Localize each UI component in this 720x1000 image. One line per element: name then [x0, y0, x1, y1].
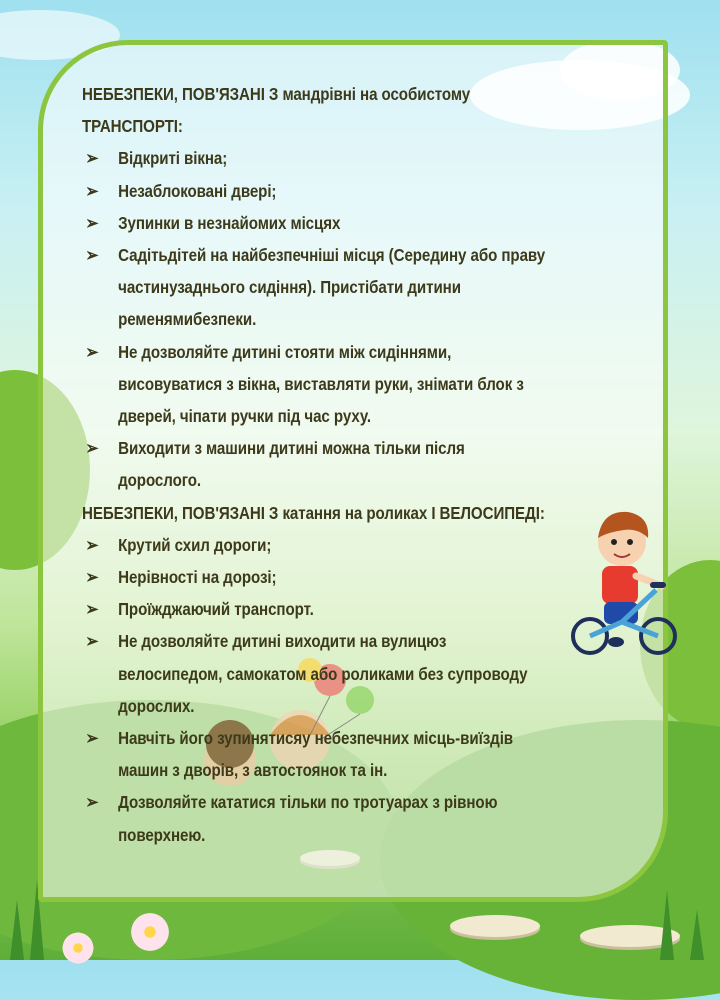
list-item: ➢ Зупинки в незнайомих місцях [82, 207, 546, 239]
section-heading-rollers-bicycle: НЕБЕЗПЕКИ, ПОВ'ЯЗАНІ З катання на роликах І ВЕЛОСИПЕДІ: [82, 502, 545, 523]
rollers-bicycle-list [82, 529, 546, 851]
list-item: ➢ Не дозволяйте дитині стояти між сидіннями, висовуватися з вікна, виставляти руки, знімати блок з дверей, чіпати ручки під час руху. [82, 336, 546, 433]
stepping-stone [450, 915, 540, 937]
safety-tips-text [82, 78, 546, 851]
arrow-bullet-icon: ➢ [85, 212, 99, 233]
list-item: ➢ Проїжджаючий транспорт. [82, 593, 546, 625]
section-heading-personal-transport: НЕБЕЗПЕКИ, ПОВ'ЯЗАНІ З мандрівні на особистому ТРАНСПОРТІ: [82, 84, 471, 137]
arrow-bullet-icon: ➢ [85, 599, 99, 620]
grass-blade [10, 900, 24, 960]
arrow-bullet-icon: ➢ [85, 180, 99, 201]
personal-transport-list [82, 142, 546, 496]
arrow-bullet-icon: ➢ [85, 148, 99, 169]
arrow-bullet-icon: ➢ [85, 728, 99, 749]
list-item: ➢ Відкриті вікна; [82, 142, 546, 174]
arrow-bullet-icon: ➢ [85, 567, 99, 588]
list-item: ➢ Виходити з машини дитині можна тільки після дорослого. [82, 432, 546, 496]
boy-on-bicycle-illustration [570, 510, 680, 670]
arrow-bullet-icon: ➢ [85, 534, 99, 555]
list-item: ➢ Дозволяйте кататися тільки по тротуарах з рівною поверхнею. [82, 786, 546, 850]
list-item: ➢ Нерівності на дорозі; [82, 561, 546, 593]
arrow-bullet-icon: ➢ [85, 631, 99, 652]
flower-icon [60, 930, 96, 966]
list-item: ➢ Незаблоковані двері; [82, 175, 546, 207]
list-item: ➢ Садітьдітей на найбезпечніші місця (Середину або праву частинузаднього сидіння). Пристібати дитини ременямибезпеки. [82, 239, 546, 336]
arrow-bullet-icon: ➢ [85, 341, 99, 362]
grass-blade [690, 910, 704, 960]
list-item: ➢ Не дозволяйте дитині виходити на вулицюз велосипедом, самокатом або роликами без супроводу дорослих. [82, 625, 546, 722]
list-item: ➢ Навчіть його зупинятисяу небезпечних місць-виїздів машин з дворів, з автостоянок та ін. [82, 722, 546, 786]
arrow-bullet-icon: ➢ [85, 792, 99, 813]
grass-blade [660, 890, 674, 960]
flower-icon [128, 910, 172, 954]
list-item: ➢ Крутий схил дороги; [82, 529, 546, 561]
arrow-bullet-icon: ➢ [85, 245, 99, 266]
arrow-bullet-icon: ➢ [85, 438, 99, 459]
